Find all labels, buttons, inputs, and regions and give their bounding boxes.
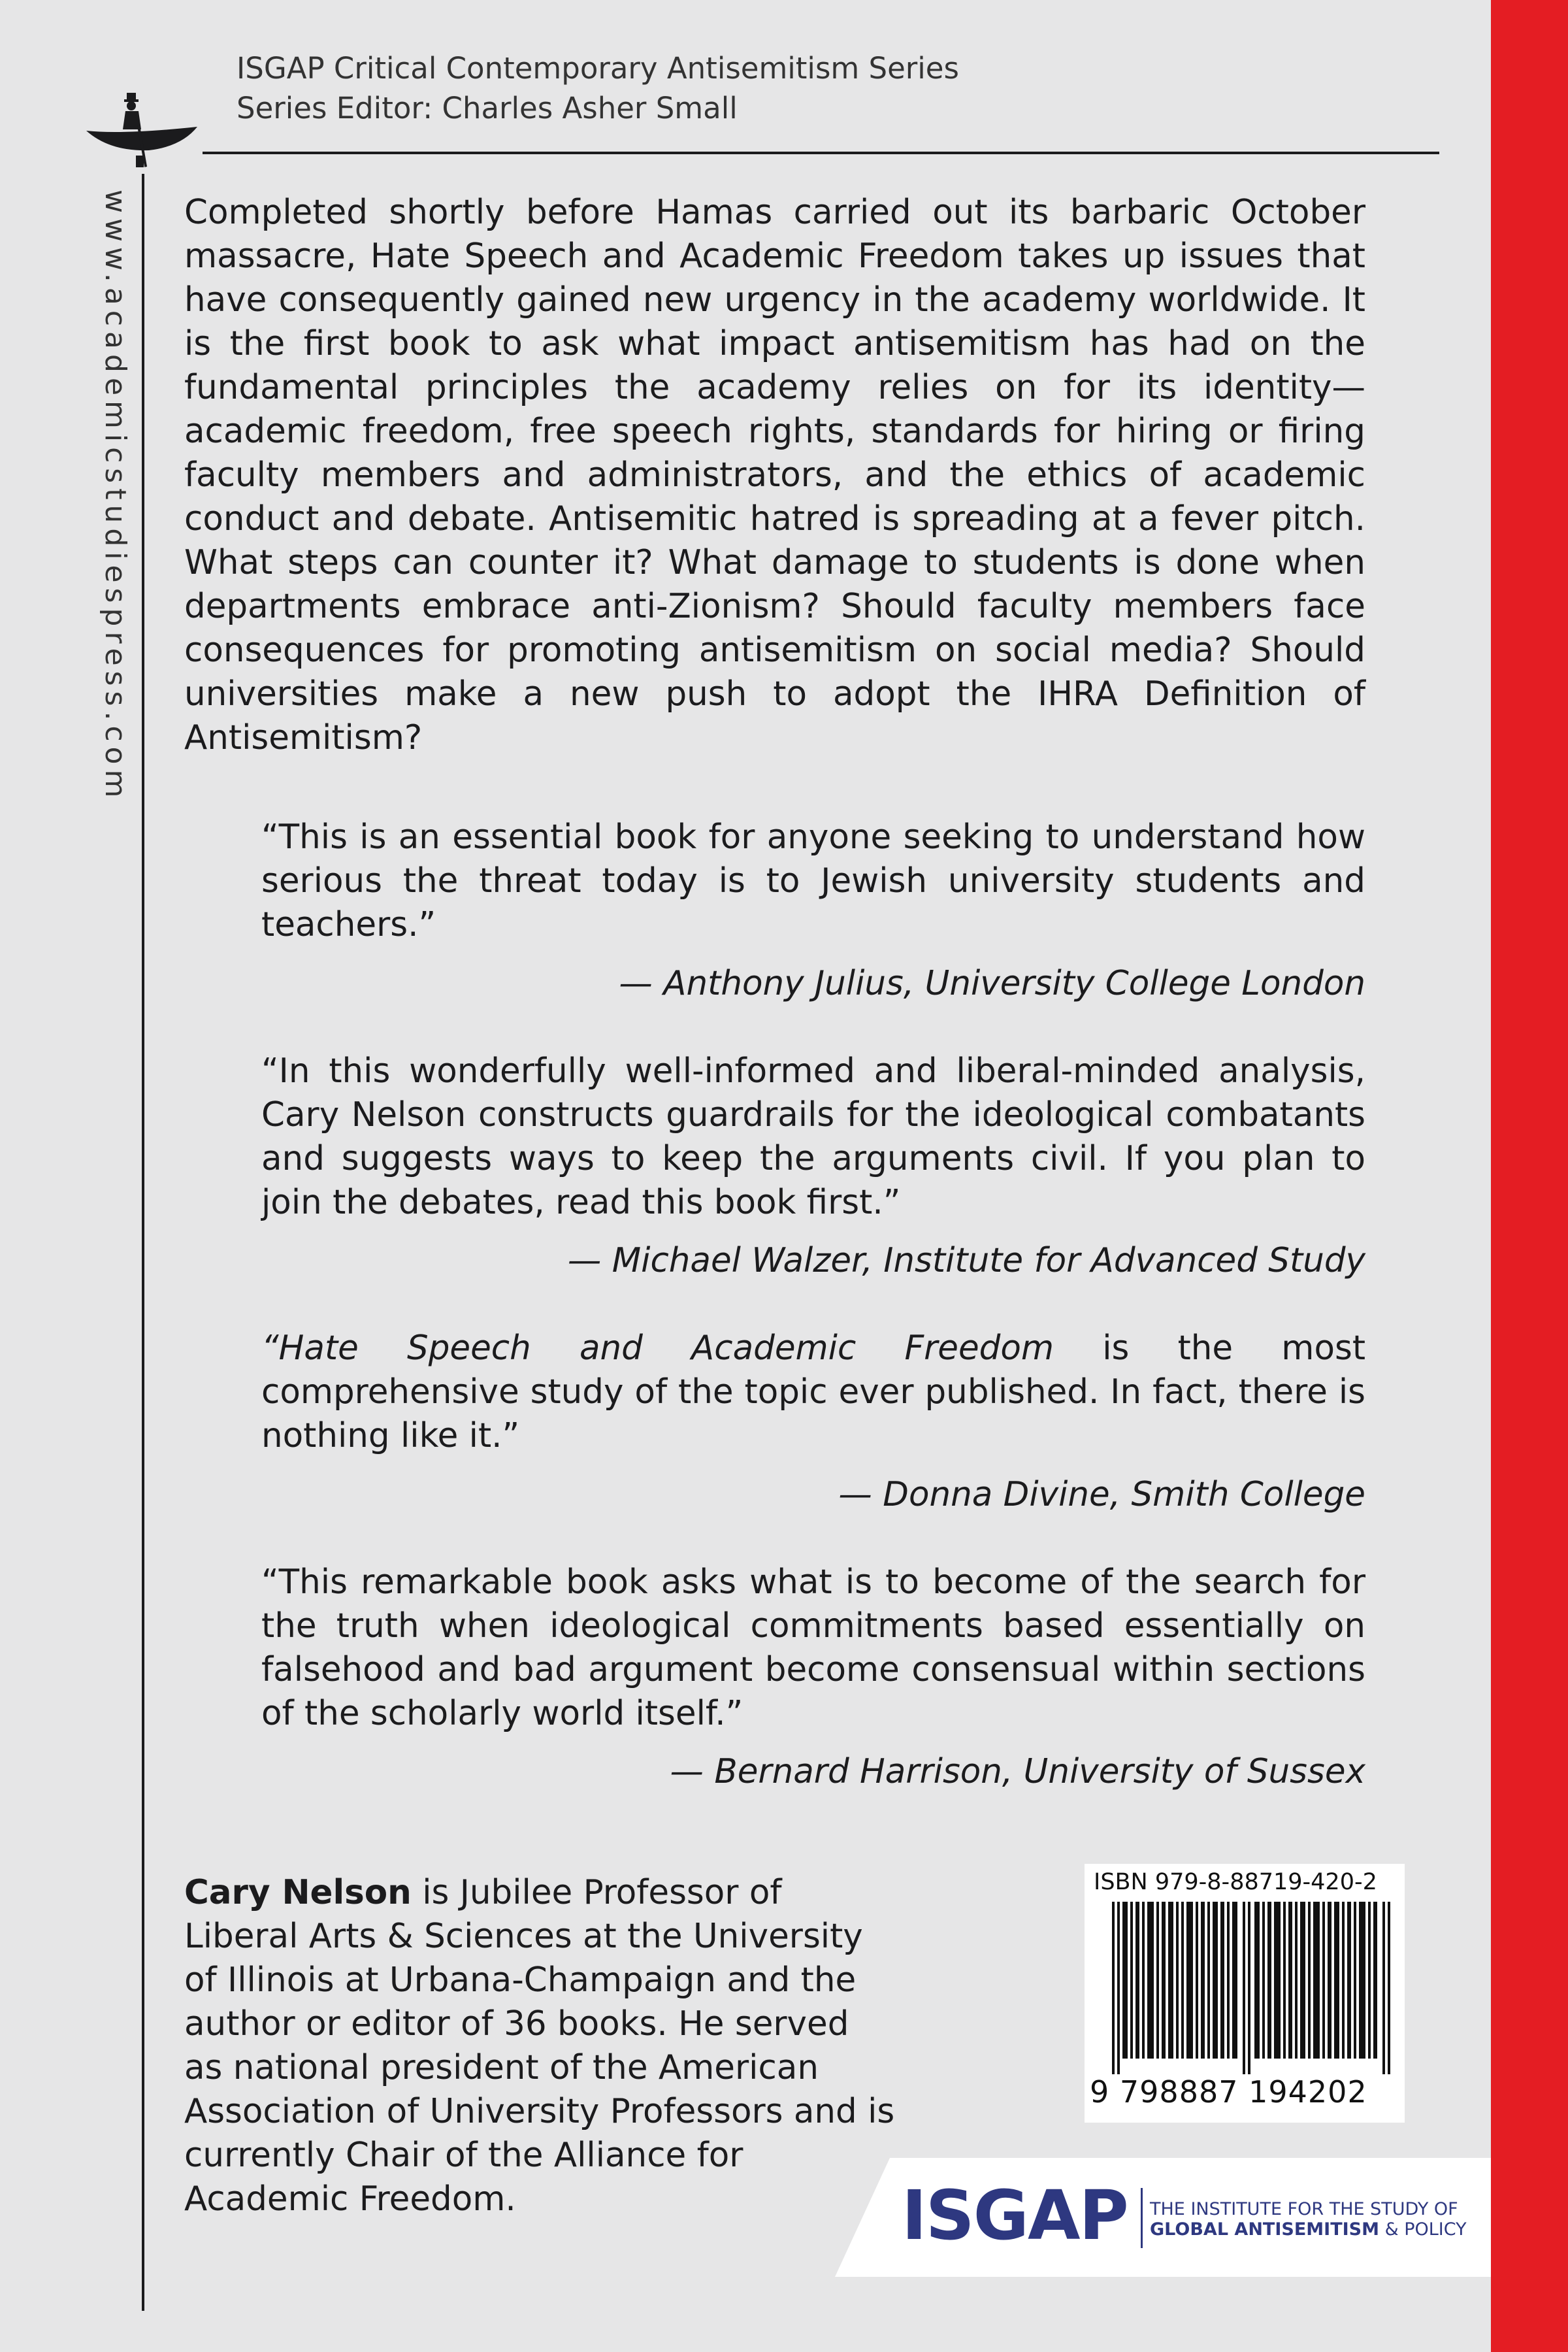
boat-logo-icon bbox=[84, 91, 200, 169]
endorsement-attribution-3: — Donna Divine, Smith College bbox=[838, 1475, 1365, 1514]
author-bio bbox=[184, 1871, 896, 2221]
isbn-digits: 9 798887 194202 bbox=[1090, 2074, 1367, 2110]
isbn-label: ISBN 979-8-88719-420-2 bbox=[1094, 1869, 1377, 1895]
logo-tagline-1: THE INSTITUTE FOR THE STUDY OF bbox=[1150, 2199, 1458, 2219]
series-editor: Series Editor: Charles Asher Small bbox=[237, 91, 738, 125]
endorsement-quote-2: “In this wonderfully well-informed and liberal-minded analysis, Cary Nelson constructs guardrails for the ideological combatants and suggests ways to keep the arguments civil. If you plan to join the debates, read this book first.” bbox=[261, 1052, 1365, 1222]
book-title-italic: “Hate Speech and Academic Freedom bbox=[261, 1329, 1054, 1368]
endorsement-quote-3-text: is the most comprehensive study of the topic ever published. In fact, there is nothing like it.” bbox=[261, 1329, 1366, 1455]
endorsement-quote-1: “This is an essential book for anyone seeking to understand how serious the threat today is to Jewish university students and teachers.” bbox=[261, 818, 1365, 944]
header-rule bbox=[203, 152, 1439, 154]
endorsement-attribution-4: — Bernard Harrison, University of Sussex bbox=[670, 1752, 1365, 1791]
isgap-logo: ISGAP bbox=[902, 2176, 1128, 2255]
author-name: Cary Nelson bbox=[184, 1873, 412, 1912]
logo-divider bbox=[1141, 2188, 1143, 2248]
series-title: ISGAP Critical Contemporary Antisemitism Series bbox=[237, 51, 959, 86]
publisher-website: www.academicstudiespress.com bbox=[99, 190, 132, 803]
logo-tagline-2-rest: & POLICY bbox=[1379, 2219, 1467, 2240]
vertical-rule bbox=[142, 174, 144, 2311]
logo-tagline-2-bold: GLOBAL ANTISEMITISM bbox=[1150, 2219, 1379, 2240]
series-info bbox=[237, 48, 959, 128]
book-description: Completed shortly before Hamas carried out its barbaric October massacre, Hate Speech and Academic Freedom takes up issues that have consequently gained new urgency in the academy worldwide. It is the first book to ask what impact antisemitism has had on the fundamental principles the academy relies on for its identity—academic freedom, free speech rights, standards for hiring or firing faculty members and administrators, and the ethics of academic conduct and debate. Antisemitic hatred is spreading at a fever pitch. What steps can counter it? What damage to students is done when departments embrace anti-Zionism? Should faculty members face consequences for promoting antisemitism on social media? Should universities make a new push to adopt the IHRA Definition of Antisemitism? bbox=[184, 193, 1365, 757]
author-bio-text: is Jubilee Professor of Liberal Arts & Sciences at the University of Illinois at Urbana-Champaign and the author or editor of 36 books. He served as national president of the American Association of University Professors and is currently Chair of the Alliance for Academic Freedom. bbox=[184, 1873, 895, 2219]
red-spine-band bbox=[1491, 0, 1568, 2352]
endorsement-attribution-1: — Anthony Julius, University College London bbox=[619, 964, 1365, 1003]
logo-tagline-2 bbox=[1150, 2219, 1467, 2240]
endorsement-attribution-2: — Michael Walzer, Institute for Advanced Study bbox=[567, 1241, 1365, 1280]
barcode bbox=[1085, 1864, 1405, 2123]
endorsement-quote-3 bbox=[261, 1327, 1365, 1458]
endorsement-quote-4: “This remarkable book asks what is to become of the search for the truth when ideological commitments based essentially on falsehood and bad argument become consensual within sections of the scholarly world itself.” bbox=[261, 1563, 1365, 1733]
barcode-bars-icon bbox=[1112, 1902, 1390, 2074]
